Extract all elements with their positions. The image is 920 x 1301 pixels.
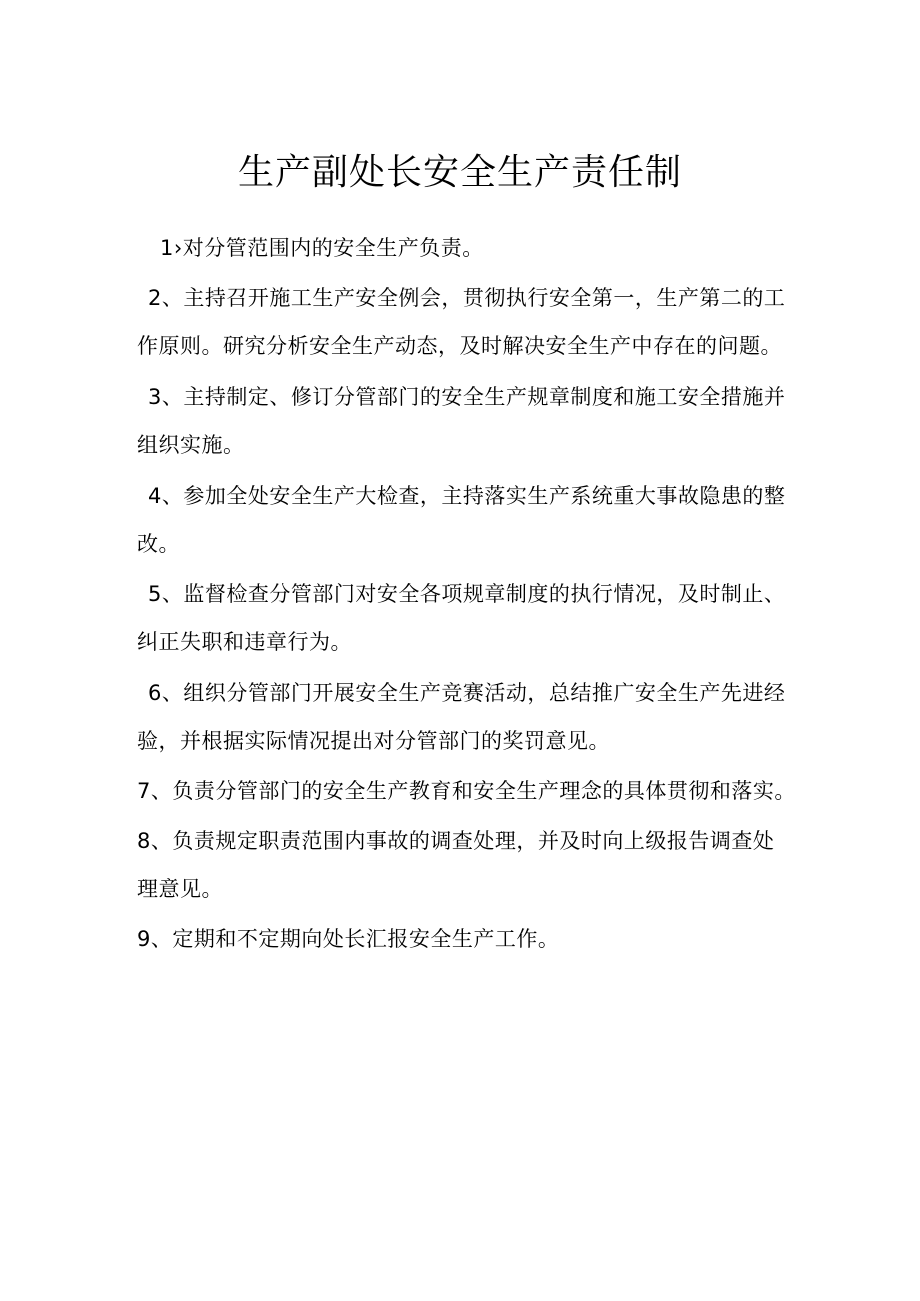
item-8-line-1: 8、负责规定职责范围内事故的调查处理，并及时向上级报告调查处 (137, 829, 775, 853)
item-8-line-2: 理意见。 (137, 877, 223, 901)
item-1-line-1: 1›对分管范围内的安全生产负责。 (160, 236, 484, 260)
item-3-line-1: 3、主持制定、修订分管部门的安全生产规章制度和施工安全措施并 (148, 385, 786, 409)
item-6-line-1: 6、组织分管部门开展安全生产竞赛活动，总结推广安全生产先进经 (148, 681, 786, 705)
item-2-line-1: 2、主持召开施工生产安全例会，贯彻执行安全第一，生产第二的工 (148, 286, 786, 310)
item-2-line-2: 作原则。研究分析安全生产动态，及时解决安全生产中存在的问题。 (137, 334, 782, 358)
item-7-line-1: 7、负责分管部门的安全生产教育和安全生产理念的具体贯彻和落实。 (137, 779, 796, 803)
item-6-line-2: 验，并根据实际情况提出对分管部门的奖罚意见。 (137, 729, 610, 753)
item-5-line-1: 5、监督检查分管部门对安全各项规章制度的执行情况，及时制止、 (148, 582, 786, 606)
item-9-line-1: 9、定期和不定期向处长汇报安全生产工作。 (137, 927, 560, 951)
item-3-line-2: 组织实施。 (137, 433, 245, 457)
document-title: 生产副处长安全生产责任制 (237, 152, 682, 193)
item-4-line-1: 4、参加全处安全生产大检查，主持落实生产系统重大事故隐患的整 (148, 484, 786, 508)
item-5-line-2: 纠正失职和违章行为。 (137, 630, 352, 654)
item-4-line-2: 改。 (137, 532, 180, 556)
